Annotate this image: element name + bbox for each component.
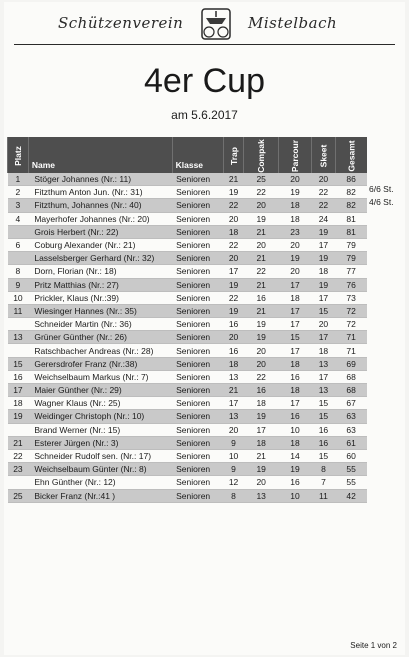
- cell-parcour: 20: [278, 173, 311, 186]
- cell-compak: 20: [244, 199, 279, 212]
- cell-skeet: 15: [312, 397, 336, 410]
- cell-name: Coburg Alexander (Nr.: 21): [28, 238, 172, 251]
- cell-name: Bicker Franz (Nr.:41 ): [28, 489, 172, 502]
- cell-platz: 15: [8, 357, 29, 370]
- cell-trap: 16: [223, 318, 244, 331]
- cell-klasse: Senioren: [172, 199, 223, 212]
- cell-parcour: 19: [278, 186, 311, 199]
- cell-compak: 19: [244, 318, 279, 331]
- table-row: [8, 410, 368, 423]
- cell-compak: 18: [244, 397, 279, 410]
- cell-trap: 19: [223, 186, 244, 199]
- column-header-name: Name: [28, 137, 172, 173]
- cell-gesamt: 76: [335, 278, 367, 291]
- cell-gesamt: 71: [335, 344, 367, 357]
- cell-skeet: 13: [312, 384, 336, 397]
- cell-platz: 13: [8, 331, 29, 344]
- cell-gesamt: 82: [335, 199, 367, 212]
- cell-compak: 16: [244, 291, 279, 304]
- cell-klasse: Senioren: [172, 357, 223, 370]
- cell-parcour: 16: [278, 476, 311, 489]
- table-row: [8, 357, 368, 370]
- cell-trap: 17: [223, 397, 244, 410]
- column-header-gesamt: Gesamt: [335, 137, 367, 173]
- cell-name: Esterer Jürgen (Nr.: 3): [28, 436, 172, 449]
- cell-trap: 22: [223, 199, 244, 212]
- cell-klasse: Senioren: [172, 291, 223, 304]
- column-header-skeet: Skeet: [312, 137, 336, 173]
- cell-trap: 20: [223, 423, 244, 436]
- cell-parcour: 18: [278, 291, 311, 304]
- cell-klasse: Senioren: [172, 238, 223, 251]
- cell-compak: 19: [244, 212, 279, 225]
- cell-gesamt: 72: [335, 318, 367, 331]
- column-header-parcour: Parcour: [278, 137, 311, 173]
- club-name-right: Mistelbach: [248, 14, 338, 32]
- cell-gesamt: 60: [335, 449, 367, 462]
- cell-trap: 13: [223, 410, 244, 423]
- cell-klasse: Senioren: [172, 344, 223, 357]
- cell-klasse: Senioren: [172, 331, 223, 344]
- cell-trap: 12: [223, 476, 244, 489]
- cell-platz: 16: [8, 370, 29, 383]
- cell-name: Pritz Matthias (Nr.: 27): [28, 278, 172, 291]
- cell-klasse: Senioren: [172, 278, 223, 291]
- cell-gesamt: 67: [335, 397, 367, 410]
- table-row: [8, 489, 368, 502]
- cell-gesamt: 63: [335, 423, 367, 436]
- cell-compak: 21: [244, 225, 279, 238]
- cell-compak: 20: [244, 476, 279, 489]
- cell-compak: 16: [244, 384, 279, 397]
- cell-name: Schneider Rudolf sen. (Nr.: 17): [28, 449, 172, 462]
- cell-compak: 22: [244, 265, 279, 278]
- cell-gesamt: 61: [335, 436, 367, 449]
- cell-skeet: 17: [312, 331, 336, 344]
- cell-compak: 21: [244, 252, 279, 265]
- cell-trap: 9: [223, 436, 244, 449]
- column-header-platz: Platz: [8, 137, 29, 173]
- cell-trap: 20: [223, 331, 244, 344]
- table-row: [8, 304, 368, 317]
- cell-klasse: Senioren: [172, 397, 223, 410]
- cell-gesamt: 86: [335, 173, 367, 186]
- table-row: [8, 436, 368, 449]
- cell-platz: 8: [8, 265, 29, 278]
- column-header-trap: Trap: [223, 137, 244, 173]
- table-row: [8, 449, 368, 462]
- cell-platz: 6: [8, 238, 29, 251]
- cell-skeet: 18: [312, 265, 336, 278]
- cell-skeet: 19: [312, 225, 336, 238]
- cell-skeet: 16: [312, 423, 336, 436]
- cell-compak: 21: [244, 449, 279, 462]
- cell-name: Prickler, Klaus (Nr.:39): [28, 291, 172, 304]
- cell-klasse: Senioren: [172, 436, 223, 449]
- cell-name: Wiesinger Hannes (Nr.: 35): [28, 304, 172, 317]
- cell-gesamt: 55: [335, 463, 367, 476]
- cell-compak: 22: [244, 370, 279, 383]
- cell-gesamt: 68: [335, 384, 367, 397]
- cell-trap: 21: [223, 173, 244, 186]
- cell-skeet: 8: [312, 463, 336, 476]
- cell-name: Stöger Johannes (Nr.: 11): [28, 173, 172, 186]
- cell-gesamt: 72: [335, 304, 367, 317]
- cell-platz: 4: [8, 212, 29, 225]
- cell-trap: 18: [223, 225, 244, 238]
- cell-parcour: 14: [278, 449, 311, 462]
- table-row: [8, 463, 368, 476]
- cell-trap: 20: [223, 212, 244, 225]
- table-row: [8, 331, 368, 344]
- cell-name: Schneider Martin (Nr.: 36): [28, 318, 172, 331]
- cell-compak: 20: [244, 357, 279, 370]
- cell-platz: 17: [8, 384, 29, 397]
- page-title: 4er Cup: [144, 62, 265, 100]
- cell-klasse: Senioren: [172, 449, 223, 462]
- cell-parcour: 16: [278, 370, 311, 383]
- cell-klasse: Senioren: [172, 410, 223, 423]
- table-row: [8, 278, 368, 291]
- cell-trap: 18: [223, 357, 244, 370]
- cell-name: Ratschbacher Andreas (Nr.: 28): [28, 344, 172, 357]
- cell-parcour: 18: [278, 212, 311, 225]
- cell-compak: 20: [244, 344, 279, 357]
- cell-compak: 20: [244, 238, 279, 251]
- cell-gesamt: 79: [335, 252, 367, 265]
- cell-skeet: 17: [312, 238, 336, 251]
- cell-trap: 22: [223, 291, 244, 304]
- cell-platz: 21: [8, 436, 29, 449]
- cell-skeet: 13: [312, 357, 336, 370]
- cell-skeet: 15: [312, 449, 336, 462]
- cell-parcour: 18: [278, 357, 311, 370]
- tiebreak-note: 6/6 St.: [369, 184, 394, 195]
- cell-parcour: 17: [278, 397, 311, 410]
- column-header-compak: Compak: [244, 137, 279, 173]
- results-table: [7, 137, 367, 503]
- table-row: [8, 318, 368, 331]
- table-row: [8, 265, 368, 278]
- cell-platz: 9: [8, 278, 29, 291]
- cell-skeet: 22: [312, 199, 336, 212]
- cell-skeet: 11: [312, 489, 336, 502]
- cell-klasse: Senioren: [172, 225, 223, 238]
- table-row: [8, 291, 368, 304]
- cell-compak: 25: [244, 173, 279, 186]
- cell-parcour: 18: [278, 199, 311, 212]
- cell-platz: 25: [8, 489, 29, 502]
- cell-skeet: 15: [312, 410, 336, 423]
- cell-parcour: 10: [278, 423, 311, 436]
- cell-gesamt: 81: [335, 225, 367, 238]
- table-row: [8, 397, 368, 410]
- cell-trap: 13: [223, 370, 244, 383]
- cell-klasse: Senioren: [172, 212, 223, 225]
- cell-parcour: 15: [278, 331, 311, 344]
- table-row: [8, 173, 368, 186]
- cell-platz: [8, 318, 29, 331]
- cell-gesamt: 68: [335, 370, 367, 383]
- cell-platz: 10: [8, 291, 29, 304]
- cell-compak: 22: [244, 186, 279, 199]
- cell-compak: 17: [244, 423, 279, 436]
- cell-skeet: 19: [312, 252, 336, 265]
- cell-parcour: 20: [278, 238, 311, 251]
- cell-name: Grois Herbert (Nr.: 22): [28, 225, 172, 238]
- cell-platz: [8, 476, 29, 489]
- cell-name: Wagner Klaus (Nr.: 25): [28, 397, 172, 410]
- cell-trap: 21: [223, 384, 244, 397]
- cell-skeet: 18: [312, 344, 336, 357]
- table-row: [8, 344, 368, 357]
- cell-platz: [8, 225, 29, 238]
- table-body: [8, 173, 368, 502]
- cell-compak: 13: [244, 489, 279, 502]
- cell-skeet: 20: [312, 173, 336, 186]
- cell-klasse: Senioren: [172, 318, 223, 331]
- cell-compak: 19: [244, 410, 279, 423]
- table-row: [8, 186, 368, 199]
- cell-klasse: Senioren: [172, 423, 223, 436]
- cell-klasse: Senioren: [172, 186, 223, 199]
- table-row: [8, 423, 368, 436]
- cell-trap: 22: [223, 238, 244, 251]
- table-row: [8, 238, 368, 251]
- cell-platz: 22: [8, 449, 29, 462]
- cell-parcour: 18: [278, 384, 311, 397]
- cell-gesamt: 71: [335, 331, 367, 344]
- cell-compak: 19: [244, 463, 279, 476]
- cell-skeet: 7: [312, 476, 336, 489]
- cell-skeet: 15: [312, 304, 336, 317]
- cell-name: Mayerhofer Johannes (Nr.: 20): [28, 212, 172, 225]
- table-row: [8, 384, 368, 397]
- cell-klasse: Senioren: [172, 252, 223, 265]
- cell-compak: 21: [244, 304, 279, 317]
- cell-parcour: 17: [278, 318, 311, 331]
- cell-name: Fitzthum Anton Jun. (Nr.: 31): [28, 186, 172, 199]
- cell-skeet: 17: [312, 291, 336, 304]
- cell-skeet: 22: [312, 186, 336, 199]
- column-header-klasse: Klasse: [172, 137, 223, 173]
- cell-platz: 19: [8, 410, 29, 423]
- table-row: [8, 252, 368, 265]
- cell-gesamt: 82: [335, 186, 367, 199]
- tiebreak-note: 4/6 St.: [369, 197, 394, 208]
- letterhead: [14, 4, 395, 45]
- cell-name: Weichselbaum Markus (Nr.: 7): [28, 370, 172, 383]
- cell-parcour: 17: [278, 278, 311, 291]
- cell-parcour: 20: [278, 265, 311, 278]
- cell-gesamt: 42: [335, 489, 367, 502]
- cell-platz: 23: [8, 463, 29, 476]
- cell-platz: [8, 344, 29, 357]
- cell-compak: 19: [244, 331, 279, 344]
- cell-parcour: 16: [278, 410, 311, 423]
- cell-gesamt: 55: [335, 476, 367, 489]
- cell-gesamt: 63: [335, 410, 367, 423]
- cell-name: Weidinger Christoph (Nr.: 10): [28, 410, 172, 423]
- cell-parcour: 23: [278, 225, 311, 238]
- cell-name: Ehn Günther (Nr.: 12): [28, 476, 172, 489]
- cell-compak: 21: [244, 278, 279, 291]
- cell-gesamt: 73: [335, 291, 367, 304]
- table-row: [8, 199, 368, 212]
- cell-klasse: Senioren: [172, 489, 223, 502]
- cell-trap: 19: [223, 278, 244, 291]
- cell-skeet: 17: [312, 370, 336, 383]
- table-header-row: [8, 137, 368, 173]
- cell-klasse: Senioren: [172, 304, 223, 317]
- cell-name: Fitzthum, Johannes (Nr.: 40): [28, 199, 172, 212]
- table-row: [8, 370, 368, 383]
- cell-name: Brand Werner (Nr.: 15): [28, 423, 172, 436]
- event-date: am 5.6.2017: [171, 108, 238, 122]
- cell-name: Lasselsberger Gerhard (Nr.: 32): [28, 252, 172, 265]
- cell-klasse: Senioren: [172, 476, 223, 489]
- cell-skeet: 20: [312, 318, 336, 331]
- cell-platz: 3: [8, 199, 29, 212]
- cell-parcour: 17: [278, 344, 311, 357]
- cell-compak: 18: [244, 436, 279, 449]
- cell-skeet: 16: [312, 436, 336, 449]
- cell-name: Dorn, Florian (Nr.: 18): [28, 265, 172, 278]
- cell-klasse: Senioren: [172, 173, 223, 186]
- cell-parcour: 19: [278, 252, 311, 265]
- cell-platz: 1: [8, 173, 29, 186]
- cell-platz: 18: [8, 397, 29, 410]
- cell-gesamt: 81: [335, 212, 367, 225]
- cell-trap: 16: [223, 344, 244, 357]
- cell-klasse: Senioren: [172, 370, 223, 383]
- cell-klasse: Senioren: [172, 265, 223, 278]
- table-row: [8, 212, 368, 225]
- cell-skeet: 24: [312, 212, 336, 225]
- cell-trap: 10: [223, 449, 244, 462]
- cell-name: Maier Günther (Nr.: 29): [28, 384, 172, 397]
- cell-name: Grüner Günther (Nr.: 26): [28, 331, 172, 344]
- cell-parcour: 18: [278, 436, 311, 449]
- cell-klasse: Senioren: [172, 384, 223, 397]
- cell-gesamt: 79: [335, 238, 367, 251]
- cell-parcour: 19: [278, 463, 311, 476]
- cell-skeet: 19: [312, 278, 336, 291]
- cell-parcour: 17: [278, 304, 311, 317]
- cell-platz: [8, 423, 29, 436]
- cell-platz: 11: [8, 304, 29, 317]
- cell-trap: 19: [223, 304, 244, 317]
- cell-platz: [8, 252, 29, 265]
- table-row: [8, 225, 368, 238]
- cell-name: Gerersdrofer Franz (Nr.:38): [28, 357, 172, 370]
- cell-parcour: 10: [278, 489, 311, 502]
- cell-gesamt: 77: [335, 265, 367, 278]
- cell-trap: 17: [223, 265, 244, 278]
- cell-trap: 8: [223, 489, 244, 502]
- cell-platz: 2: [8, 186, 29, 199]
- club-name-left: Schützenverein: [58, 14, 184, 32]
- cell-klasse: Senioren: [172, 463, 223, 476]
- crest-icon: [194, 6, 238, 42]
- page-footer: Seite 1 von 2: [350, 641, 397, 650]
- table-row: [8, 476, 368, 489]
- cell-trap: 20: [223, 252, 244, 265]
- cell-gesamt: 69: [335, 357, 367, 370]
- cell-name: Weichselbaum Günter (Nr.: 8): [28, 463, 172, 476]
- cell-trap: 9: [223, 463, 244, 476]
